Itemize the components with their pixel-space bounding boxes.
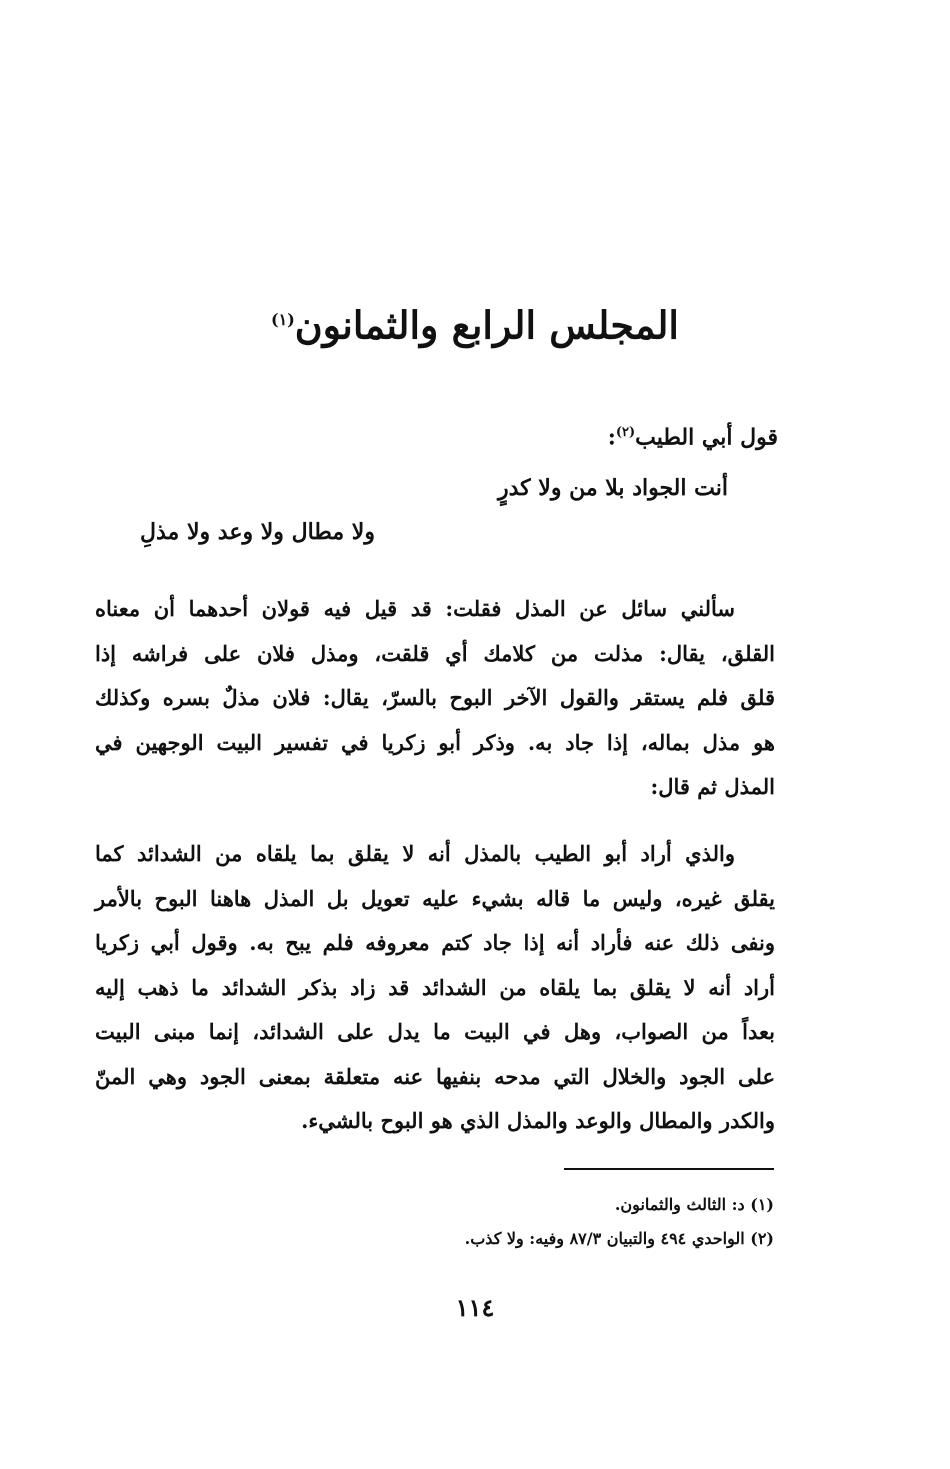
paragraph-line: والكدر والمطال والوعد والمذل الذي هو البوح بالشيء. xyxy=(301,1108,775,1133)
page-number: ١١٤ xyxy=(455,1293,495,1322)
paragraph-line: والذي أراد أبو الطيب بالمذل أنه لا يقلق بما يلقاه من الشدائد كما xyxy=(95,841,735,866)
footnote-1: (١) د: الثالث والثمانون. xyxy=(614,1195,774,1214)
paragraph-line: يقلق غيره، وليس ما قاله بشيء عليه تعويل بل المذل هاهنا البوح بالأمر xyxy=(95,885,775,911)
intro-colon: : xyxy=(607,424,616,451)
paragraph-line: بعداً من الصواب، وهل في البيت ما يدل على الشدائد، إنما مبنى البيت xyxy=(95,1019,775,1044)
paragraph-2 xyxy=(95,832,775,1144)
paragraph-line: قلق فلم يستقر والقول الآخر البوح بالسرّ، يقال: فلان مذلٌ بسره وكذلك xyxy=(95,685,775,710)
paragraph-1 xyxy=(95,587,775,810)
footnote-separator xyxy=(564,1168,774,1170)
intro-text: قول أبي الطيب xyxy=(635,424,778,451)
paragraph-line: المذل ثم قال: xyxy=(650,774,775,799)
chapter-title-text: المجلس الرابع والثمانون xyxy=(294,302,679,348)
chapter-title xyxy=(0,290,950,356)
title-footnote-marker: (١) xyxy=(271,310,295,329)
verse-second-hemistich: ولا مطال ولا وعد ولا مذلِ xyxy=(140,519,375,545)
intro-footnote-marker: (٢) xyxy=(615,425,636,440)
paragraph-line: على الجود والخلال التي مدحه بنفيها عنه متعلقة بمعنى الجود وهي المنّ xyxy=(95,1063,775,1089)
paragraph-line: سألني سائل عن المذل فقلت: قد قيل فيه قولان أحدهما أن معناه xyxy=(95,596,735,621)
paragraph-line: ونفى ذلك عنه فأراد أنه إذا جاد كتم معروفه فلم يبح به. وقول أبي زكريا xyxy=(95,930,775,955)
paragraph-line: أراد أنه لا يقلق بما يلقاه من الشدائد قد زاد بذكر الشدائد ما ذهب إليه xyxy=(95,974,775,1000)
footnote-2: (٢) الواحدي ٤٩٤ والتبيان ٨٧/٣ وفيه: ولا كذب. xyxy=(464,1229,774,1248)
verse-first-hemistich: أنت الجواد بلا من ولا كدرٍ xyxy=(497,475,728,501)
paragraph-line: هو مذل بماله، إذا جاد به. وذكر أبو زكريا في تفسير البيت الوجهين في xyxy=(95,729,775,755)
verse-introduction xyxy=(608,415,778,455)
paragraph-line: القلق، يقال: مذلت من كلامك أي قلقت، ومذل فلان على فراشه إذا xyxy=(95,640,775,666)
